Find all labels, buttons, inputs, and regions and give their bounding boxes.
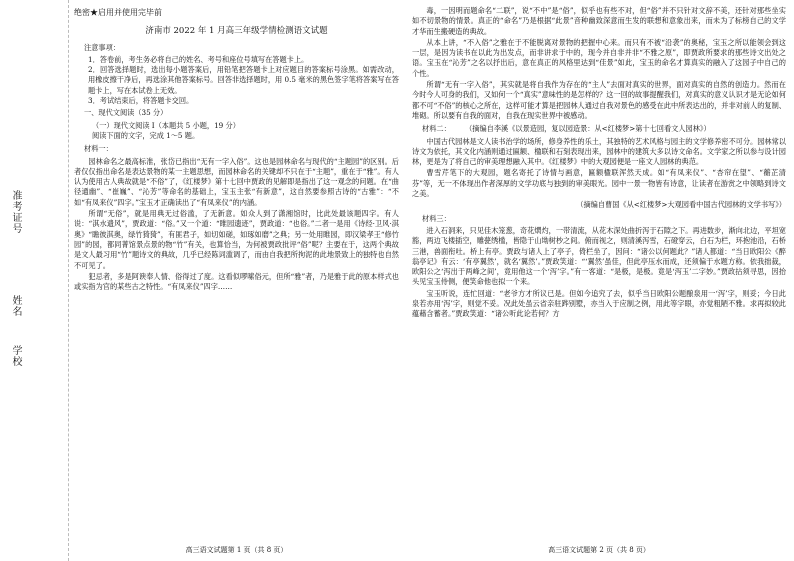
material-two-citation: （摘编自李溪《以景造园，复以园造景：从<红楼梦>第十七回看文人园林》） bbox=[465, 124, 711, 134]
subsection-heading: （一）现代文阅读 I（本题共 5 小题，19 分） bbox=[92, 120, 240, 130]
paragraph: 所谓“无有一字入俗”，其实就是将自我作为存在的“主人”去面对真实的世界，面对真实的自然的创造力。然而在今时今人可身的我们，又如何一个“真实”意味性的是怎样的？这一回的故事提醒我们，对真实的意义认识才是无论如何都不可“不俗”的核心之所在，这样可能才算是把园林人通过自我对景色的感受在此中所表达出的，并非对前人的复制、堆砌。所以要有自我的面对，自我在现实世界中被感动。 bbox=[412, 80, 786, 120]
name-label: 姓名 bbox=[10, 295, 21, 317]
paragraph: 毒，一因明而题命名“二联”，说“不中”是“俗”，似乎也有些不对，但“俗”并不只针对文辞不美，还针对那些坐实如不切景物的情景。真正的“命名”乃是根据“此景”音种幽致深意而生发的联想和意象出来，而未为了标榜自己的文学才华而生搬硬造的典故。 bbox=[412, 6, 786, 36]
material-two-end-citation: （摘编自曹国《从<红楼梦>大观园看中国古代园林的文学书写》） bbox=[576, 200, 786, 210]
exam-title: 济南市 2022 年 1 月高三年级学情检测语文试题 bbox=[145, 26, 328, 37]
candidate-info-margin bbox=[0, 0, 69, 561]
exam-number-label: 准考证号 bbox=[10, 190, 21, 234]
material-two-line bbox=[422, 124, 786, 134]
paragraph: 中国古代园林是文人读书治学的场所，修身养性的乐土，其独特的艺术风格与园主的文学修养密不可分。园林常以诗文为依托，其文化内涵则通过匾额、楹联和石刻表现出来，园林中的建筑大多以诗文命名。文学家之所以参与设计园林，更是为了将自己的审美理想融入其中。《红楼梦》中的大观园便是一座文人园林的典范。 bbox=[412, 136, 786, 167]
right-page-column bbox=[412, 6, 786, 554]
note-item: 2．回答选择题时，选出每小题答案后，用铅笔把答题卡上对应题目的答案标号涂黑。如需改动，用橡皮擦干净后，再选涂其他答案标号。回答非选择题时，用 0.5 毫米的黑色签字笔将答案写在答题卡上，写在本试卷上无效。 bbox=[88, 65, 399, 95]
paragraph: 宝玉听说，连忙回道：“老爷方才所议已是。但如今追究了去，似乎当日欧阳公题酿泉用一‘泻’字，则妥；今日此泉若亦用‘泻’字，则觉不妥。况此处虽云省亲驻跸别墅，亦当入于应制之例，用此等字眼，亦觉粗陋不雅。求再拟较此蕴藉含蓄者。”贾政笑道：“诸公听此论若何？方 bbox=[412, 288, 786, 319]
secret-label: 绝密★启用并使用完毕前 bbox=[74, 8, 162, 17]
left-page-column bbox=[74, 6, 399, 554]
paragraph: 园林命名之最高标准，张岱已指出“无有一字入俗”。这也是园林命名与现代的“主题园”的区别。后者仅仅指出命名是表达景物的某一主题思想，而园林命名的关键却不只在于“主题”，重在于“雅”。有人认为使用古人典故就是“不俗”了，《红楼梦》第十七回中贾政的见解即是指出了这一观念的问题。在“曲径通幽”、“崔巍”、“沁芳”等命名的基础上，宝玉主张“有新意”，这自然要参照古诗的“古雅”：“不如“有凤来仪”四字。”宝玉才正确读出了“有凤来仪”的内涵。 bbox=[74, 156, 399, 207]
material-one-label: 材料一： bbox=[84, 144, 113, 154]
note-item: 1．答卷前，考生务必将自己的姓名、考号和座位号填写在答题卡上。 bbox=[88, 54, 309, 64]
material-three-label: 材料三： bbox=[422, 213, 451, 223]
section-heading: 一、现代文阅读（35 分） bbox=[84, 108, 168, 118]
page-footer-left: 高三语文试题第 1 页（共 8 页） bbox=[185, 546, 288, 554]
paragraph: 犯忌者，多是阿谀奉人情、俗得过了度。这看似啰嗦俗元，但所“雅”者，乃是雅于此的原本样式也或实指为官的某些古之特性。“有凤来仪”四字…… bbox=[74, 271, 399, 292]
reading-instruction: 阅读下面的文字，完成 1～5 题。 bbox=[92, 130, 200, 140]
paragraph: 进入石洞来，只见佳木笼葱，奇花熌灼，一带清流，从花木深处曲折泻于石隙之下。再进数步，渐向北边，平坦宽豁，两边飞楼插空，雕甍绣槛，皆隐于山坳树杪之间。俯而视之，则清溪泻雪，石磴穿云，白石为栏，环抱池沿，石桥三港，兽面衔吐。桥上有亭。贾政与诸人上了亭子，倚栏坐了，因问：“诸公以何题此？”诸人都道：“当日欧阳公《醉翁亭记》有云：‘有亭翼然’，就名‘翼然’。”贾政笑道：“‘翼然’虽佳，但此亭压水而成，还须偏于水题方称。依我拙裁，欧阳公之‘泻出于两峰之间’，竟用他这一个‘泻’字。”有一客道：“是极，是极。竟是‘泻玉’二字妙。”贾政拈须寻思，因抬头见宝玉侍侧，便笑命他也拟一个来。 bbox=[412, 225, 786, 287]
paragraph: 从本上讲，“不入俗”之雅在于不能脱离对景物的把握中心来。而只有不被“沿袭”的奥秘，宝玉之所以能领会到这一层，是因为读书在以此为出发点，而非讲求于中的，现今并自非并非“不雅之原”，即贾政所要求的那些诗文出处之语。宝玉在“沁芳”之名以抒出后，意在真正的风格里达到“佳景”如此，宝玉的命名才算真实的融入了这园子中自己的个性。 bbox=[412, 37, 786, 78]
school-label: 学校 bbox=[10, 345, 21, 367]
page-footer-right: 高三语文试题第 2 页（共 8 页） bbox=[548, 546, 650, 554]
note-item: 3．考试结束后，将答题卡交回。 bbox=[88, 96, 194, 106]
notes-heading: 注意事项： bbox=[84, 42, 120, 52]
paragraph: 所谓“无俗”，就是用典无过俗滥，了无新意。如众人到了潇湘馆时，比此处最该题四字。有人说：“淇水遗风”，贾政道：“俗。”又一个道：“睢园遗迹”，贾政道：“也俗。”二者一是用《诗经·卫风·淇奥》“瞻彼淇奥，绿竹猗猗”，有匪君子，如切如磋，如琢如磨”之典；另一处用睢园，即汉梁孝王“修竹园”的园，都同菁馆景点景的物“竹”有关，也算恰当，为何被贾政批评“俗”呢？主要在于，这两个典故是文人最习用“竹”题诗文的典故，几乎已经陈词滥调了，而由自我把所拘泥的此地景致上的独特也自然不可见了。 bbox=[74, 209, 399, 270]
material-two-label: 材料二： bbox=[422, 124, 451, 134]
paragraph: 曹雪芹笔下的大观园，题名寄托了诗情与画意，匾额楹联浑然天成。如“有凤来仪”、“杏帘在望”、“蘅芷清芬”等，无一不体现出作者深厚的文学功底与独到的审美眼光。园中一景一物皆有诗意，让读者在游赏之中领略到诗文之美。 bbox=[412, 168, 786, 199]
